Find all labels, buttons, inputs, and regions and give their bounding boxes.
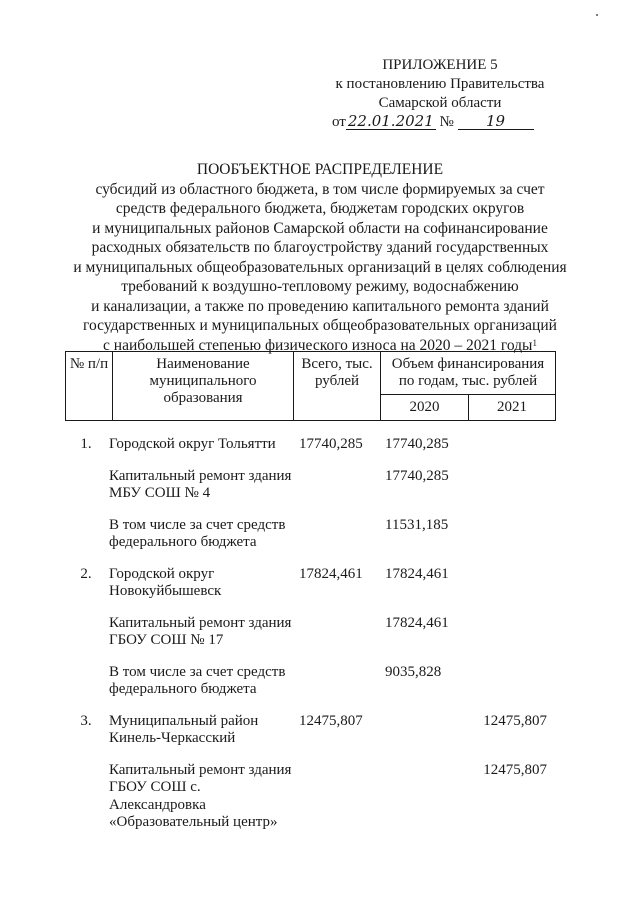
table-header — [65, 351, 556, 421]
table-row — [65, 517, 555, 552]
table-row — [65, 566, 555, 601]
table-row — [65, 762, 555, 832]
row-total: 12475,807 — [299, 712, 363, 729]
table-row — [65, 468, 555, 503]
row-2020: 9035,828 — [385, 663, 442, 680]
heading-line: средств федерального бюджета, бюджетам городских округов — [115, 200, 525, 217]
appendix-date-line — [320, 113, 560, 132]
row-name: Городской округ Тольятти — [109, 436, 276, 452]
heading-line: и муниципальных общеобразовательных организаций в целях соблюдения — [73, 258, 567, 276]
header-total: Всего, тыс. рублей — [294, 352, 381, 421]
row-name: В том числе за счет средств федерального бюджета — [109, 516, 286, 550]
row-name: Капитальный ремонт здания ГБОУ СОШ № 17 — [109, 614, 292, 648]
heading-line: расходных обязательств по благоустройству зданий государственных — [91, 239, 549, 256]
table-body — [65, 428, 555, 846]
row-name: Капитальный ремонт здания МБУ СОШ № 4 — [109, 467, 292, 501]
row-2021: 12475,807 — [483, 712, 547, 729]
table-row — [65, 713, 555, 748]
row-2020: 17824,461 — [385, 614, 449, 631]
heading-line: требований к воздушно-тепловому режиму, водоснабжению — [121, 278, 519, 295]
table-row — [65, 664, 555, 699]
row-name: В том числе за счет средств федерального бюджета — [109, 663, 286, 697]
row-2020: 11531,185 — [385, 516, 449, 533]
header-2020: 2020 — [381, 395, 469, 421]
appendix-block — [320, 56, 560, 132]
row-num: 3. — [80, 712, 92, 729]
appendix-line-region: Самарской области — [378, 95, 502, 111]
table-row — [65, 615, 555, 650]
document-heading — [40, 160, 600, 355]
footnote-mark: 1 — [532, 337, 537, 348]
row-total: 17824,461 — [299, 565, 363, 582]
scan-speck — [596, 14, 598, 16]
heading-title: ПООБЪЕКТНОЕ РАСПРЕДЕЛЕНИЕ — [196, 161, 444, 178]
row-num: 1. — [80, 436, 92, 452]
row-2020: 17824,461 — [385, 565, 449, 582]
table-row — [65, 436, 555, 454]
header-financing: Объем финансирования по годам, тыс. рублей — [381, 352, 556, 395]
row-total: 17740,285 — [299, 436, 363, 452]
heading-line: государственных и муниципальных общеобразовательных организаций — [83, 317, 557, 334]
header-num: № п/п — [66, 352, 113, 421]
row-2020: 17740,285 — [385, 436, 449, 452]
row-name: Городской округ Новокуйбышевск — [109, 565, 222, 599]
number-label: № — [439, 114, 454, 130]
heading-line: и канализации, а также по проведению капитального ремонта зданий — [91, 297, 549, 315]
header-name: Наименование муниципального образования — [113, 352, 294, 421]
appendix-title: ПРИЛОЖЕНИЕ 5 — [382, 57, 498, 73]
heading-line: и муниципальных районов Самарской области на софинансирование — [92, 219, 548, 237]
handwritten-date: 22.01.2021 — [347, 112, 434, 130]
handwritten-number: 19 — [458, 113, 534, 130]
row-name: Муниципальный район Кинель-Черкасский — [109, 712, 259, 746]
heading-last-text: с наибольшей степенью физического износа на 2020 – 2021 годы — [103, 336, 533, 354]
row-2020: 17740,285 — [385, 467, 449, 484]
row-num: 2. — [80, 565, 92, 582]
header-2021: 2021 — [469, 395, 556, 421]
appendix-line-decree: к постановлению Правительства — [335, 76, 545, 92]
row-2021: 12475,807 — [483, 761, 547, 778]
heading-line: субсидий из областного бюджета, в том числе формируемых за счет — [95, 180, 545, 198]
date-prefix: от — [332, 114, 346, 130]
row-name: Капитальный ремонт здания ГБОУ СОШ с. Александровка «Образовательный центр» — [109, 761, 292, 830]
